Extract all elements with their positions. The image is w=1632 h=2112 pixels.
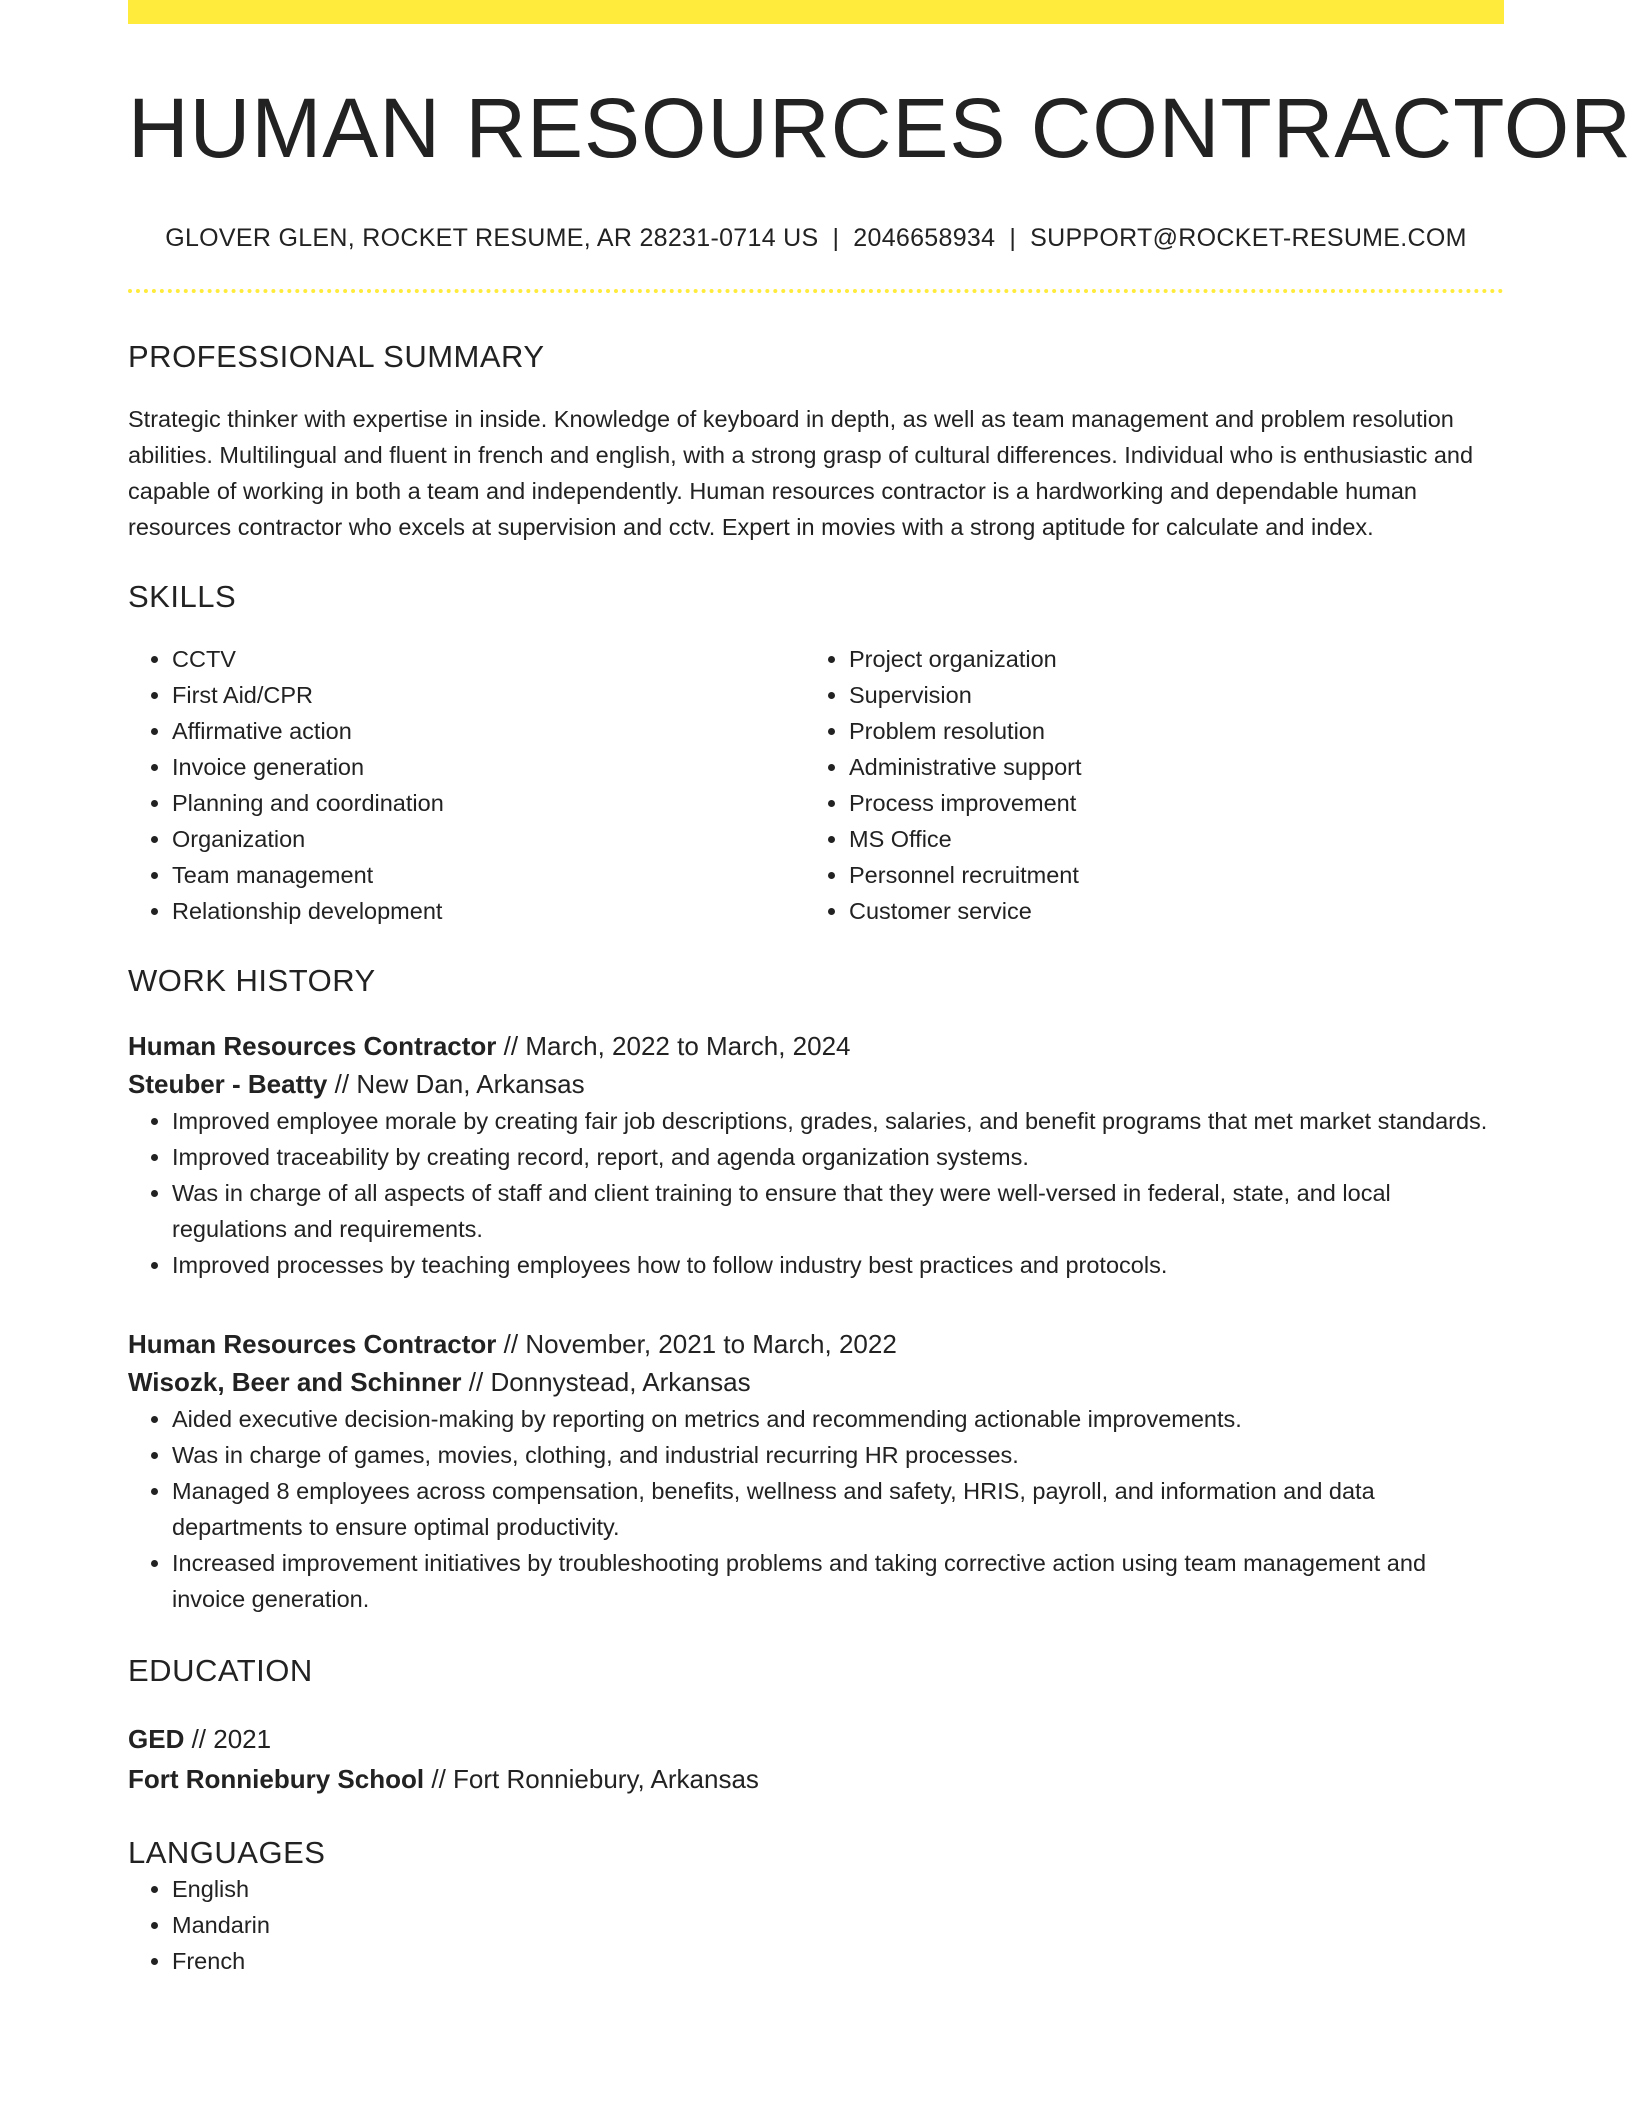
contact-separator: | [832, 224, 840, 253]
skill-item: • Planning and coordination [172, 785, 805, 821]
job-dates: March, 2022 to March, 2024 [525, 1031, 851, 1062]
skill-item: • Administrative support [849, 749, 1482, 785]
job-entry [128, 1325, 1504, 1617]
education-degree-line [128, 1719, 1504, 1759]
job-title-line [128, 1325, 1504, 1363]
skill-item: • First Aid/CPR [172, 677, 805, 713]
job-separator: // [503, 1329, 519, 1360]
accent-top-bar [128, 0, 1504, 24]
job-separator: // [503, 1031, 519, 1062]
skill-item: • Customer service [849, 893, 1482, 929]
job-company: Wisozk, Beer and Schinner [128, 1367, 462, 1398]
summary-text: Strategic thinker with expertise in inside. Knowledge of keyboard in depth, as well as team management and problem resolution abilities. Multilingual and fluent in french and english, with a strong grasp of cultural differences. Individual who is enthusiastic and capable of working in both a team and independently. Human resources contractor is a hardworking and dependable human resources contractor who excels at supervision and cctv. Expert in movies with a strong aptitude for calculate and index. [128, 406, 1474, 541]
education-separator: // [191, 1724, 207, 1755]
education-degree: GED [128, 1724, 185, 1755]
contact-line [128, 224, 1504, 253]
dotted-divider [128, 289, 1504, 293]
language-item: • English [172, 1871, 1504, 1907]
education-heading: EDUCATION [128, 1653, 313, 1689]
skills-grid [128, 641, 1504, 929]
education-school: Fort Ronniebury School [128, 1764, 425, 1795]
job-bullet-list [128, 1401, 1504, 1617]
skill-item: • MS Office [849, 821, 1482, 857]
job-location: New Dan, Arkansas [356, 1069, 585, 1100]
job-separator: // [468, 1367, 484, 1398]
skill-item: • Project organization [849, 641, 1482, 677]
skill-item: • Affirmative action [172, 713, 805, 749]
language-item: • Mandarin [172, 1907, 1504, 1943]
skill-item: • Invoice generation [172, 749, 805, 785]
education-separator: // [431, 1764, 446, 1795]
job-bullet-list [128, 1103, 1504, 1283]
job-separator: // [334, 1069, 350, 1100]
education-entry [128, 1719, 1504, 1799]
education-school-line [128, 1759, 1504, 1799]
skill-item: • Relationship development [172, 893, 805, 929]
language-item: • French [172, 1943, 1504, 1979]
summary-heading: PROFESSIONAL SUMMARY [128, 339, 545, 375]
job-title: Human Resources Contractor [128, 1031, 497, 1062]
skill-item: • CCTV [172, 641, 805, 677]
languages-list [128, 1871, 1504, 1979]
skill-item: • Team management [172, 857, 805, 893]
job-bullet: • Managed 8 employees across compensation, benefits, wellness and safety, HRIS, payroll, and information and data departments to ensure optimal productivity. [172, 1473, 1504, 1545]
work-history-heading: WORK HISTORY [128, 963, 376, 999]
job-bullet: • Increased improvement initiatives by troubleshooting problems and taking corrective action using team management and invoice generation. [172, 1545, 1504, 1617]
skills-heading: SKILLS [128, 579, 237, 615]
skill-item: • Problem resolution [849, 713, 1482, 749]
languages-heading: LANGUAGES [128, 1835, 326, 1871]
skill-item: • Supervision [849, 677, 1482, 713]
job-bullet: • Aided executive decision-making by reporting on metrics and recommending actionable improvements. [172, 1401, 1504, 1437]
job-entry [128, 1027, 1504, 1283]
contact-separator: | [1009, 224, 1017, 253]
job-bullet: • Was in charge of all aspects of staff and client training to ensure that they were well-versed in federal, state, and local regulations and requirements. [172, 1175, 1504, 1247]
education-location: Fort Ronniebury, Arkansas [453, 1764, 759, 1795]
resume-page [128, 0, 1632, 1979]
contact-phone: 2046658934 [853, 224, 996, 253]
job-dates: November, 2021 to March, 2022 [525, 1329, 897, 1360]
resume-title: HUMAN RESOURCES CONTRACTOR [128, 81, 1632, 175]
job-bullet: • Was in charge of games, movies, clothing, and industrial recurring HR processes. [172, 1437, 1504, 1473]
contact-address: GLOVER GLEN, ROCKET RESUME, AR 28231-0714 US [165, 224, 819, 253]
job-bullet: • Improved employee morale by creating fair job descriptions, grades, salaries, and benefit programs that met market standards. [172, 1103, 1504, 1139]
job-bullet: • Improved traceability by creating record, report, and agenda organization systems. [172, 1139, 1504, 1175]
education-year: 2021 [213, 1724, 272, 1755]
job-company-line [128, 1065, 1504, 1103]
skill-item: • Organization [172, 821, 805, 857]
job-bullet: • Improved processes by teaching employees how to follow industry best practices and protocols. [172, 1247, 1504, 1283]
skills-left-column [128, 641, 805, 929]
skill-item: • Personnel recruitment [849, 857, 1482, 893]
job-company-line [128, 1363, 1504, 1401]
job-location: Donnystead, Arkansas [490, 1367, 751, 1398]
skills-right-column [805, 641, 1482, 929]
contact-email: SUPPORT@ROCKET-RESUME.COM [1030, 224, 1467, 253]
job-title-line [128, 1027, 1504, 1065]
skill-item: • Process improvement [849, 785, 1482, 821]
job-title: Human Resources Contractor [128, 1329, 497, 1360]
job-company: Steuber - Beatty [128, 1069, 328, 1100]
